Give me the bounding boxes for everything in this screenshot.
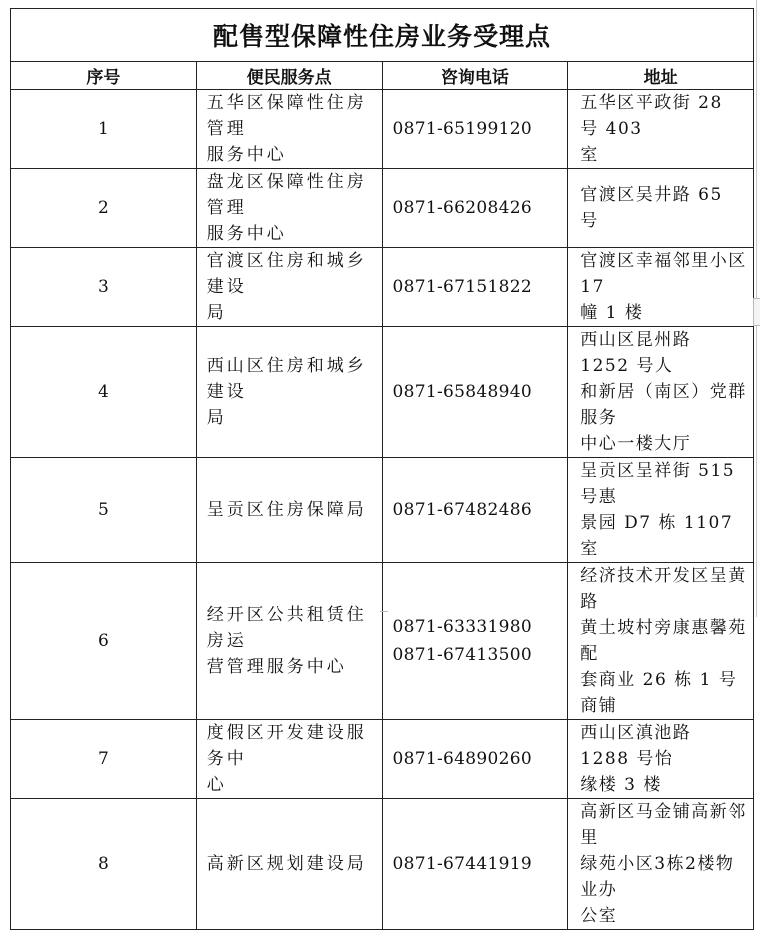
address-cell	[568, 327, 754, 458]
service-point-name-line: 西山区住房和城乡建设	[206, 356, 367, 402]
header-tel: 咨询电话	[382, 62, 568, 90]
row-number: 3	[11, 248, 197, 327]
address-cell	[568, 458, 754, 563]
table-title: 配售型保障性住房业务受理点	[11, 9, 754, 62]
phone-number-line: 0871-67413500	[392, 645, 532, 665]
address-cell	[568, 563, 754, 720]
row-number: 6	[11, 563, 197, 720]
service-point-name-line: 局	[206, 408, 227, 428]
service-point-name-line: 度假区开发建设服务中	[206, 723, 367, 769]
address-line: 西山区滇池路 1288 号怡	[580, 723, 692, 769]
address-line: 中心一楼大厅	[580, 434, 692, 454]
service-point-name-cell	[196, 248, 382, 327]
row-number: 4	[11, 327, 197, 458]
table-row	[11, 90, 754, 169]
service-point-name-cell	[196, 458, 382, 563]
phone-number-line: 0871-63331980	[392, 617, 532, 637]
phone-number-cell	[382, 327, 568, 458]
address-line: 官渡区幸福邻里小区 17	[580, 251, 747, 297]
header-addr: 地址	[568, 62, 754, 90]
address-line: 官渡区吴井路 65 号	[580, 185, 723, 231]
header-no: 序号	[11, 62, 197, 90]
service-point-name-line: 局	[206, 303, 227, 323]
service-point-name-line: 经开区公共租赁住房运	[206, 605, 367, 651]
address-line: 西山区昆州路 1252 号人	[580, 330, 692, 376]
address-cell	[568, 799, 754, 930]
header-row	[11, 62, 754, 90]
service-point-name-cell	[196, 169, 382, 248]
phone-number-cell	[382, 248, 568, 327]
table-row	[11, 327, 754, 458]
address-line: 室	[580, 145, 599, 165]
table-row	[11, 720, 754, 799]
table-row	[11, 563, 754, 720]
service-point-name-line: 心	[206, 775, 227, 795]
header-org: 便民服务点	[196, 62, 382, 90]
row-number: 7	[11, 720, 197, 799]
row-number: 2	[11, 169, 197, 248]
phone-number-cell	[382, 799, 568, 930]
row-number: 1	[11, 90, 197, 169]
address-cell	[568, 90, 754, 169]
address-cell	[568, 169, 754, 248]
row-number: 8	[11, 799, 197, 930]
service-point-name-cell	[196, 90, 382, 169]
service-point-name-line: 盘龙区保障性住房管理	[206, 172, 367, 218]
service-point-name-line: 官渡区住房和城乡建设	[206, 251, 367, 297]
service-point-name-line: 呈贡区住房保障局	[206, 500, 367, 520]
table-row	[11, 799, 754, 930]
service-points-table	[10, 8, 754, 930]
bottom-edge-mark	[380, 611, 388, 616]
service-point-name-cell	[196, 563, 382, 720]
address-line: 公室	[580, 906, 618, 926]
phone-number-line: 0871-65199120	[392, 119, 532, 139]
service-point-name-line: 服务中心	[206, 224, 287, 244]
phone-number-line: 0871-67151822	[392, 277, 532, 297]
phone-number-line: 0871-67482486	[392, 500, 532, 520]
service-point-name-cell	[196, 799, 382, 930]
table-row	[11, 458, 754, 563]
phone-number-line: 0871-67441919	[392, 854, 532, 874]
service-point-name-line: 营管理服务中心	[206, 657, 347, 677]
phone-number-line: 0871-65848940	[392, 382, 532, 402]
phone-number-line: 0871-64890260	[392, 749, 532, 769]
phone-number-cell	[382, 720, 568, 799]
address-line: 经济技术开发区呈黄路	[580, 566, 747, 612]
phone-number-cell	[382, 563, 568, 720]
address-line: 幢 1 楼	[580, 303, 644, 323]
service-point-name-line: 服务中心	[206, 145, 287, 165]
table-row	[11, 248, 754, 327]
title-row	[11, 9, 754, 62]
document-sheet	[10, 8, 754, 926]
address-line: 套商业 26 栋 1 号商铺	[580, 670, 738, 716]
address-line: 高新区马金铺高新邻里	[580, 802, 747, 848]
address-line: 五华区平政街 28 号 403	[580, 93, 723, 139]
address-line: 绿苑小区3栋2楼物业办	[580, 854, 735, 900]
address-line: 景园 D7 栋 1107 室	[580, 513, 734, 559]
address-line: 缘楼 3 楼	[580, 775, 662, 795]
address-line: 呈贡区呈祥街 515 号惠	[580, 461, 736, 507]
row-number: 5	[11, 458, 197, 563]
service-point-name-line: 五华区保障性住房管理	[206, 93, 367, 139]
address-cell	[568, 248, 754, 327]
phone-number-cell	[382, 90, 568, 169]
edge-scroll-handle[interactable]	[753, 298, 760, 326]
table-body	[11, 90, 754, 930]
address-line: 和新居（南区）党群服务	[580, 382, 747, 428]
phone-number-cell	[382, 169, 568, 248]
phone-number-cell	[382, 458, 568, 563]
table-row	[11, 169, 754, 248]
service-point-name-cell	[196, 720, 382, 799]
address-line: 黄土坡村旁康惠馨苑配	[580, 618, 747, 664]
phone-number-line: 0871-66208426	[392, 198, 532, 218]
address-cell	[568, 720, 754, 799]
service-point-name-line: 高新区规划建设局	[206, 854, 367, 874]
service-point-name-cell	[196, 327, 382, 458]
